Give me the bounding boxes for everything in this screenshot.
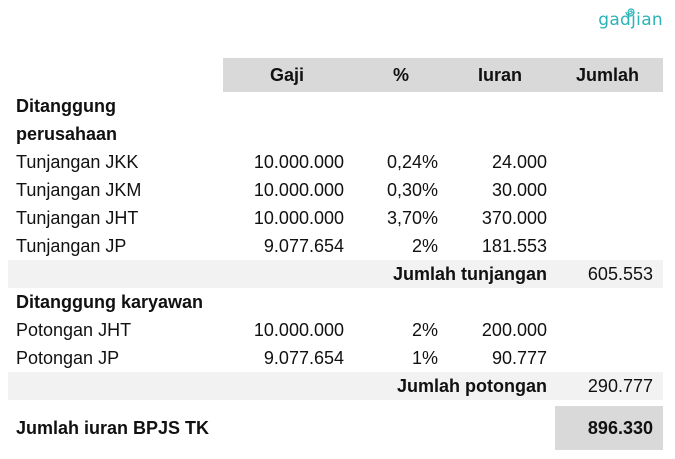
bpjs-table xyxy=(8,58,663,450)
table-row xyxy=(8,148,663,176)
row-percent: 0,30% xyxy=(386,180,438,200)
subtotal-label: Jumlah potongan xyxy=(397,376,547,396)
row-iuran: 90.777 xyxy=(491,348,547,368)
row-gaji: 10.000.000 xyxy=(253,152,344,172)
subtotal-row xyxy=(8,260,663,288)
table-row xyxy=(8,176,663,204)
section-title-perusahaan-line1: Ditanggung xyxy=(16,96,116,116)
section-title-row xyxy=(8,288,663,316)
grand-total-row xyxy=(8,406,663,450)
row-iuran: 24.000 xyxy=(491,152,547,172)
header-row xyxy=(8,58,663,92)
row-percent: 2% xyxy=(411,320,438,340)
subtotal-value: 605.553 xyxy=(587,264,653,284)
table-row xyxy=(8,344,663,372)
section-title-perusahaan-line2: perusahaan xyxy=(16,124,118,144)
grand-total-value: 896.330 xyxy=(587,418,653,438)
logo-text: gadjian xyxy=(598,10,663,30)
section-title-karyawan: Ditanggung karyawan xyxy=(16,292,204,312)
swirl-icon xyxy=(625,6,637,18)
row-iuran: 30.000 xyxy=(491,180,547,200)
subtotal-label: Jumlah tunjangan xyxy=(392,264,547,284)
subtotal-value: 290.777 xyxy=(587,376,653,396)
row-percent: 3,70% xyxy=(386,208,438,228)
header-iuran: Iuran xyxy=(478,65,523,85)
section-title-row xyxy=(8,92,663,120)
subtotal-row xyxy=(8,372,663,400)
row-gaji: 10.000.000 xyxy=(253,320,344,340)
row-label: Tunjangan JKM xyxy=(16,180,142,200)
row-iuran: 370.000 xyxy=(481,208,547,228)
row-gaji: 10.000.000 xyxy=(253,208,344,228)
table-row xyxy=(8,232,663,260)
header-gaji: Gaji xyxy=(270,65,305,85)
row-gaji: 10.000.000 xyxy=(253,180,344,200)
row-label: Tunjangan JP xyxy=(16,236,127,256)
row-iuran: 200.000 xyxy=(481,320,547,340)
grand-total-label: Jumlah iuran BPJS TK xyxy=(16,418,210,438)
row-label: Potongan JHT xyxy=(16,320,132,340)
row-iuran: 181.553 xyxy=(481,236,547,256)
row-label: Tunjangan JKK xyxy=(16,152,139,172)
header-jumlah: Jumlah xyxy=(576,65,640,85)
row-gaji: 9.077.654 xyxy=(263,236,344,256)
row-percent: 2% xyxy=(411,236,438,256)
row-percent: 1% xyxy=(411,348,438,368)
gadjian-logo xyxy=(598,10,663,30)
header-percent: % xyxy=(393,65,410,85)
table-row xyxy=(8,316,663,344)
row-label: Tunjangan JHT xyxy=(16,208,139,228)
row-percent: 0,24% xyxy=(386,152,438,172)
row-gaji: 9.077.654 xyxy=(263,348,344,368)
section-title-row xyxy=(8,120,663,148)
table-row xyxy=(8,204,663,232)
row-label: Potongan JP xyxy=(16,348,120,368)
